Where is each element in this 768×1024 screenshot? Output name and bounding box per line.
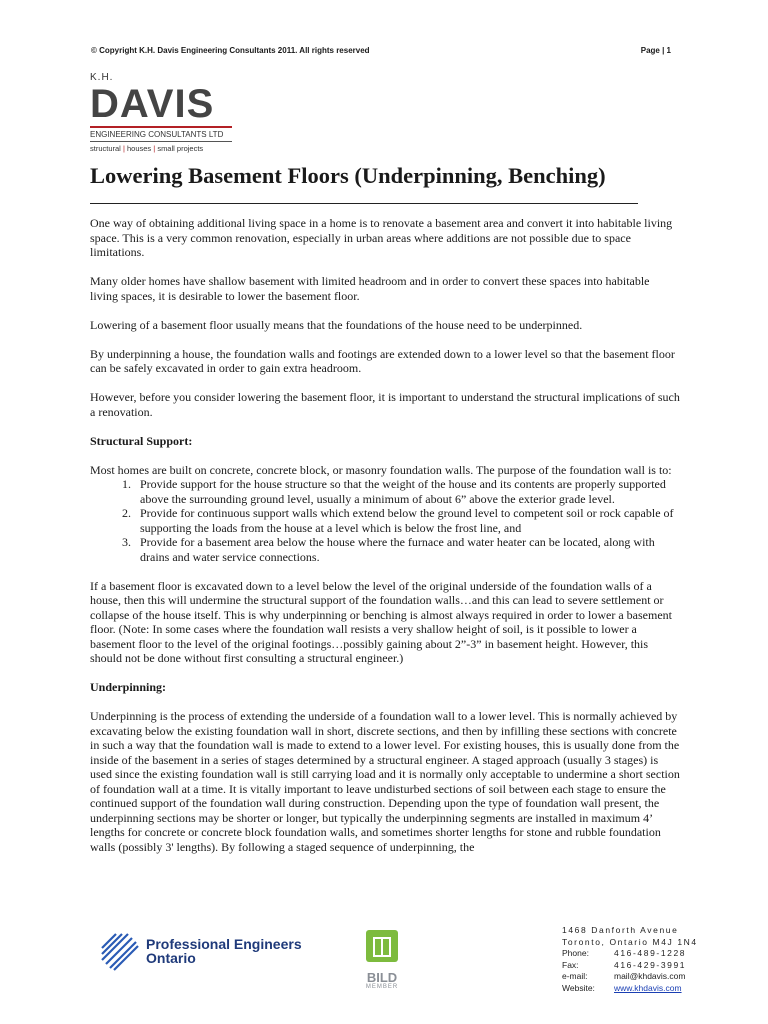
tagline-separator: | bbox=[153, 144, 156, 153]
bild-emblem-icon bbox=[362, 926, 402, 966]
document-body bbox=[90, 216, 680, 869]
list-item: 1. Provide support for the house structure so that the weight of the house and its contents are properly supported above the surrounding ground level, usually a minimum of about 6” above the exterior grade level. bbox=[134, 477, 680, 506]
page-number: Page | 1 bbox=[640, 46, 671, 55]
tagline-small-projects: small projects bbox=[157, 144, 204, 153]
numbered-list bbox=[90, 477, 680, 564]
peo-line1: Professional Engineers bbox=[146, 936, 302, 952]
website-label: Website: bbox=[562, 982, 595, 993]
section-heading-structural-support: Structural Support: bbox=[90, 433, 193, 448]
phone-label: Phone: bbox=[562, 948, 589, 958]
bild-name: BILD bbox=[366, 970, 398, 985]
peo-logo bbox=[98, 930, 302, 972]
website-link[interactable]: www.khdavis.com bbox=[614, 982, 682, 993]
email-label: e-mail: bbox=[562, 971, 588, 981]
copyright-text: © Copyright K.H. Davis Engineering Consultants 2011. All rights reserved bbox=[91, 46, 370, 55]
page-header bbox=[91, 46, 671, 55]
phone-value: 416-489-1228 bbox=[614, 948, 687, 958]
address-line1: 1468 Danforth Avenue bbox=[562, 925, 679, 935]
bild-logo bbox=[357, 926, 407, 990]
tagline-separator: | bbox=[122, 144, 125, 153]
paragraph: Most homes are built on concrete, concrete block, or masonry foundation walls. The purpose of the foundation wall is to: bbox=[90, 462, 672, 477]
bild-member: MEMBER bbox=[365, 984, 399, 990]
logo-subtitle: ENGINEERING CONSULTANTS LTD bbox=[90, 126, 232, 139]
peo-emblem-icon bbox=[98, 930, 140, 972]
paragraph: Many older homes have shallow basement with limited headroom and in order to convert these spaces into habitable living spaces, it is desirable to lower the basement floor. bbox=[90, 274, 650, 303]
list-item: 2. Provide for continuous support walls which extend below the ground level to competent soil or rock capable of supporting the loads from the house at a level which is below the frost line, and bbox=[134, 506, 680, 535]
tagline-structural: structural bbox=[90, 144, 121, 153]
paragraph: One way of obtaining additional living space in a home is to renovate a basement area and convert it into habitable living space. This is a very common renovation, especially in urban areas where additions are not possible due to space limitations. bbox=[90, 216, 673, 259]
paragraph: Lowering of a basement floor usually means that the foundations of the house need to be underpinned. bbox=[90, 317, 583, 332]
fax-label: Fax: bbox=[562, 959, 579, 970]
peo-line2: Ontario bbox=[146, 950, 196, 966]
logo-initials: K.H. bbox=[90, 72, 114, 83]
document-title: Lowering Basement Floors (Underpinning, Benching) bbox=[90, 163, 606, 188]
tagline-houses: houses bbox=[126, 144, 152, 153]
paragraph: Underpinning is the process of extending the underside of a foundation wall to a lower level. This is normally achieved by excavating below the existing foundation wall in short, discrete sections, and then by infilling these sections with concrete in such a way that the foundation wall is made to extend to a lower level. For existing houses, this is usually done from the inside of the basement in a series of stages determined by a structural engineer. A staged approach (usually 3 stages) is used since the existing foundation wall is still carrying load and it is normally only acceptable to undermine a short section of foundation wall at a time. It is vitally important to leave undisturbed sections of soil between each stage to ensure the continued support of the foundation wall during construction. Depending upon the type of foundation wall present, the underpinning sections may be shorter or longer, but typically the underpinning segments are installed in maximum 4’ lengths for concrete or concrete block foundation walls, and sometimes shorter lengths for stone and rubble foundation walls (possibly 3' lengths). By following a staged sequence of underpinning, the bbox=[90, 709, 680, 854]
company-logo bbox=[90, 72, 240, 153]
logo-tagline bbox=[90, 141, 232, 153]
paragraph: If a basement floor is excavated down to a level below the level of the original underside of the foundation walls of a house, then this will undermine the structural support of the foundation walls…and this can lead to severe settlement or collapse of the house itself. This is why underpinning or benching is almost always required in order to lower a basement floor. (Note: In some cases where the foundation wall resists a very shallow height of soil, is it possible to lower a basement floor to the level of the original footings…possibly gaining about 2”-3” in basement height. However, this should not be done without first consulting a structural engineer.) bbox=[90, 578, 672, 665]
title-divider bbox=[90, 203, 638, 204]
email-value: mail@khdavis.com bbox=[614, 971, 686, 981]
fax-value: 416-429-3991 bbox=[614, 959, 687, 970]
logo-name: DAVIS bbox=[90, 82, 215, 126]
list-item: 3. Provide for a basement area below the house where the furnace and water heater can be located, along with drains and water service connections. bbox=[134, 535, 680, 564]
paragraph: However, before you consider lowering the basement floor, it is important to understand the structural implications of such a renovation. bbox=[90, 390, 680, 419]
section-heading-underpinning: Underpinning: bbox=[90, 680, 167, 694]
contact-block bbox=[562, 925, 702, 994]
paragraph: By underpinning a house, the foundation walls and footings are extended down to a lower level so that the basement floor can be safely excavated in order to gain extra headroom. bbox=[90, 346, 675, 375]
address-line2: Toronto, Ontario M4J 1N4 bbox=[562, 936, 698, 947]
